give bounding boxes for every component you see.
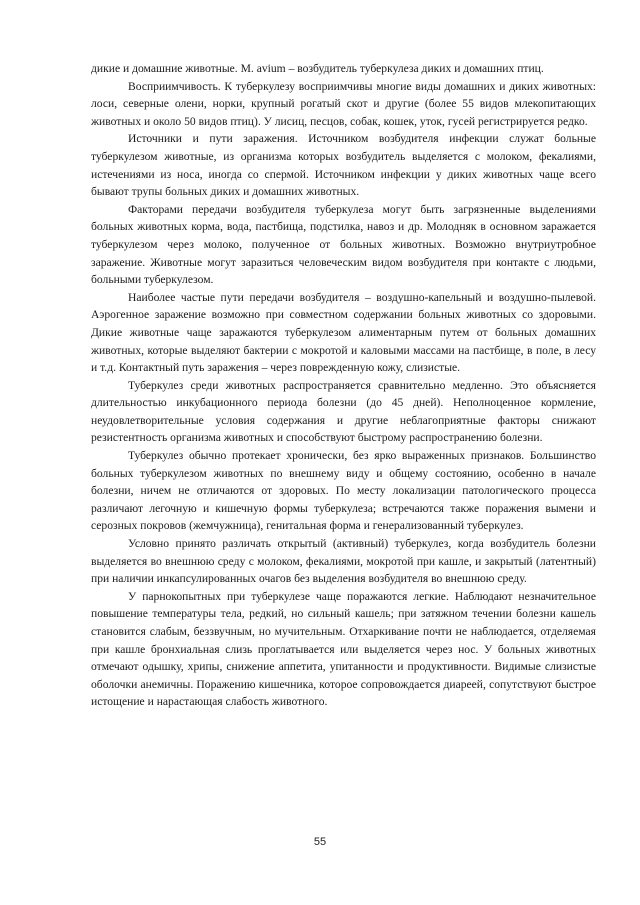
paragraph: Факторами передачи возбудителя туберкулеза могут быть загрязненные выделениями больных животных корма, вода, пастбища, подстилка, навоз и др. Молодняк в основном заражается туберкулезом через молоко, полученное от больных животных. Возможно внутриутробное заражение. Животные могут заразиться человеческим видом возбудителя при контакте с людьми, больными туберкулезом. (91, 202, 596, 287)
paragraph: Наиболее частые пути передачи возбудителя – воздушно-капельный и воздушно-пылевой. Аэрогенное заражение возможно при совместном содержании больных животных со здоровыми. Дикие животные чаще заражаются туберкулезом алиментарным путем от больных домашних животных, которые выделяют бактерии с мокротой и каловыми массами на пастбище, в поле, в лесу и т.д. Контактный путь заражения – через поврежденную кожу, слизистые. (91, 290, 596, 375)
paragraph: Источники и пути заражения. Источником возбудителя инфекции служат больные туберкулезом животные, из организма которых возбудитель выделяется с молоком, фекалиями, истечениями из носа, иногда со спермой. Источником инфекции у диких животных чаще всего бывают трупы больных диких и домашних животных. (91, 132, 596, 199)
paragraph: Восприимчивость. К туберкулезу восприимчивы многие виды домашних и диких животных: лоси, северные олени, норки, крупный рогатый скот и другие (более 55 видов млекопитающих животных и около 50 видов птиц). У лисиц, песцов, собак, кошек, уток, гусей регистрируется редко. (91, 79, 596, 128)
paragraph: дикие и домашние животные. M. avium – возбудитель туберкулеза диких и домашних птиц. (91, 62, 544, 75)
paragraph: Туберкулез среди животных распространяется сравнительно медленно. Это объясняется длительностью инкубационного периода болезни (до 45 дней). Неполноценное кормление, неудовлетворительные условия содержания и другие неблагоприятные факторы снижают резистентность организма животных и способствуют быстрому распространению болезни. (91, 378, 596, 445)
page-number: 55 (313, 836, 327, 848)
paragraph: У парнокопытных при туберкулезе чаще поражаются легкие. Наблюдают незначительное повышение температуры тела, редкий, но сильный кашель; при затяжном течении болезни кашель становится слабым, беззвучным, но мучительным. Отхаркивание почти не наблюдается, отделяемая при кашле бронхиальная слизь проглатывается или выделяется через нос. У больных животных отмечают одышку, хрипы, снижение аппетита, упитанности и продуктивности. Видимые слизистые оболочки анемичны. Поражению кишечника, которое сопровождается диареей, сопутствуют быстрое истощение и нарастающая слабость животного. (91, 589, 596, 709)
paragraph: Туберкулез обычно протекает хронически, без ярко выраженных признаков. Большинство больных туберкулезом животных по внешнему виду и общему состоянию, особенно в начале болезни, ничем не отличаются от здоровых. По месту локализации патологического процесса различают легочную и кишечную формы туберкулеза; встречаются также поражения вымени и серозных покровов (жемчужница), генитальная форма и генерализованный туберкулез. (91, 449, 596, 533)
body-text (91, 60, 596, 711)
paragraph: Условно принято различать открытый (активный) туберкулез, когда возбудитель болезни выделяется во внешнюю среду с молоком, фекалиями, мокротой при кашле, и закрытый (латентный) при наличии инкапсулированных очагов без выделения возбудителя во внешнюю среду. (91, 537, 596, 586)
